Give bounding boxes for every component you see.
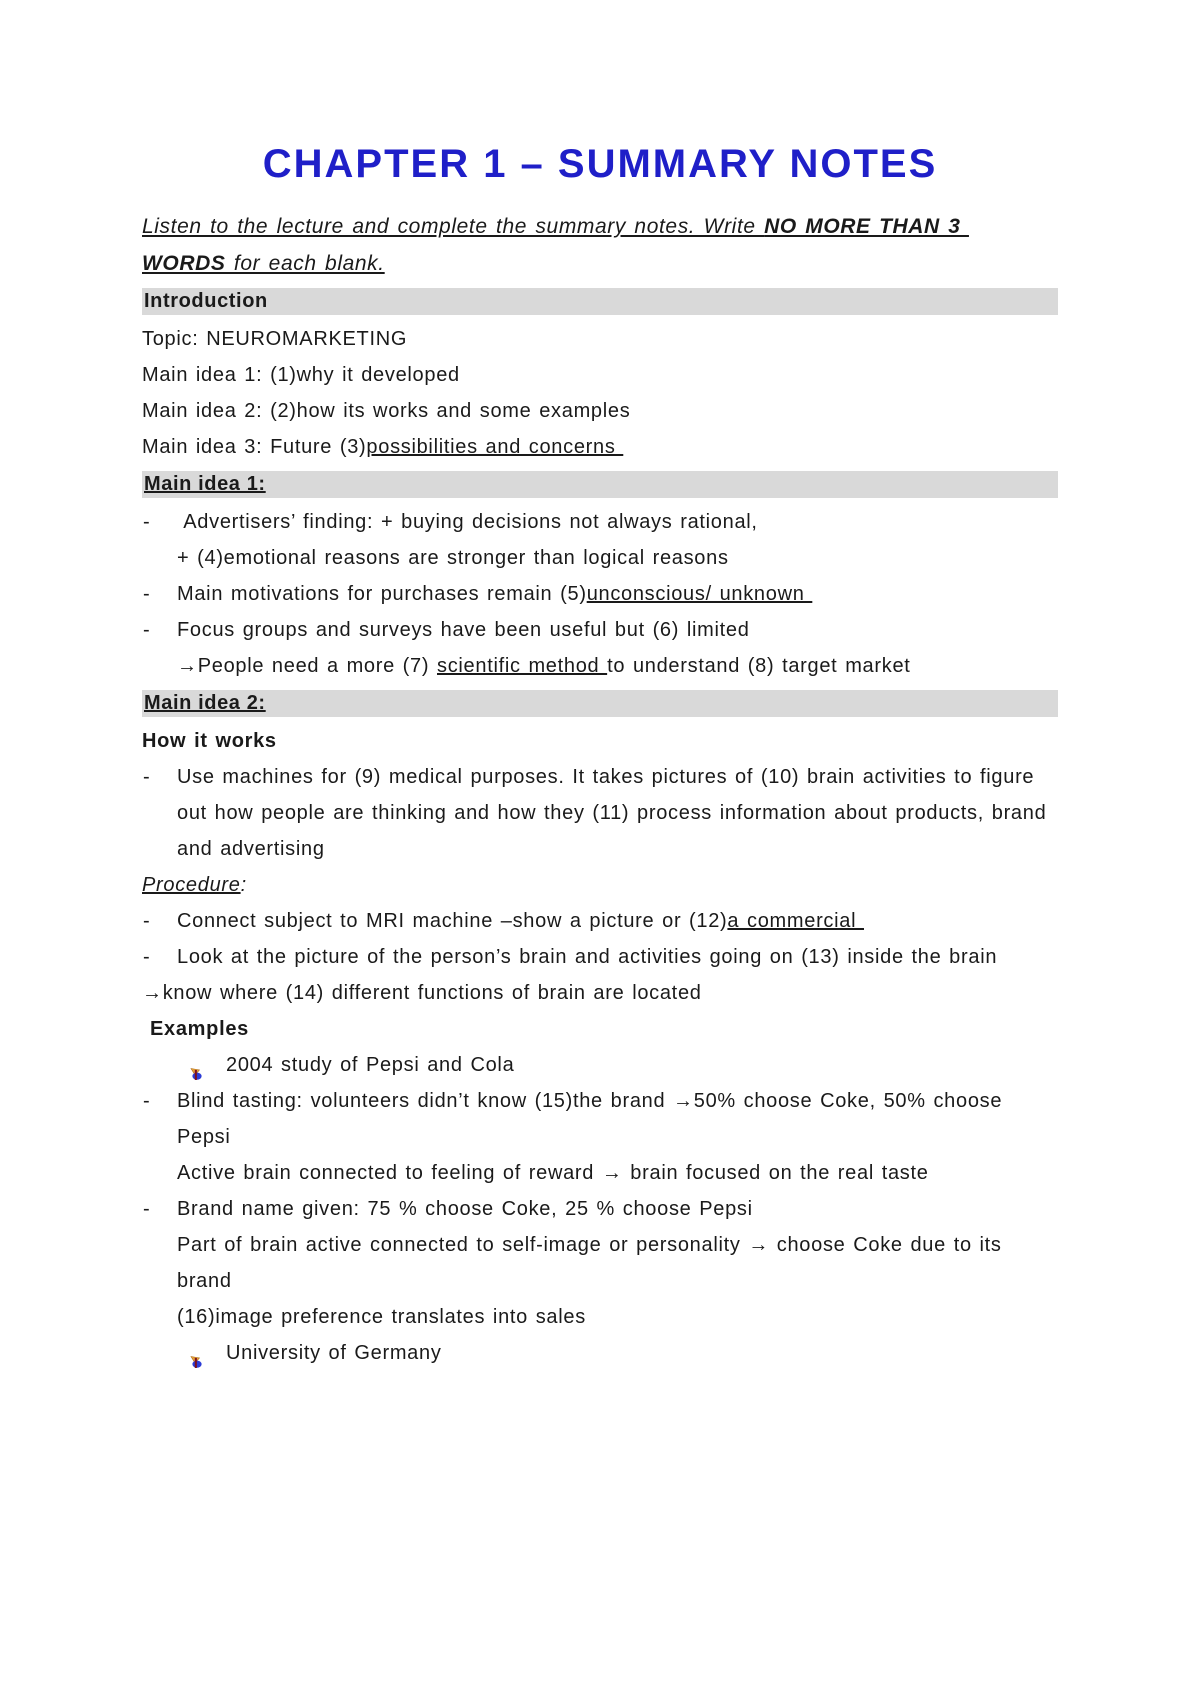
list-item-continuation: Part of brain active connected to self-image or personality → choose Coke due to its brand [177, 1234, 1010, 1292]
examples-heading: Examples [150, 1018, 249, 1040]
list-item: - Focus groups and surveys have been useful but (6) limited [142, 612, 1058, 648]
list-item: - Look at the picture of the person’s brain and activities going on (13) inside the brain [142, 939, 1058, 975]
document-page [0, 142, 1200, 1371]
tack-bullet-icon [189, 1345, 203, 1381]
bullet-list-item: 2004 study of Pepsi and Cola [142, 1047, 1058, 1083]
topic-line: Topic: NEUROMARKETING [142, 328, 408, 350]
dash-marker: - [143, 1090, 151, 1112]
list-item-continuation: (16)image preference translates into sales [177, 1306, 586, 1328]
arrow-icon: → [177, 655, 198, 677]
blank-answer: unconscious/ unknown [586, 583, 813, 605]
main-idea-2-section [142, 723, 1058, 1371]
blank-answer: a commercial [727, 910, 864, 932]
dash-marker: - [143, 511, 151, 533]
bullet-list-item: University of Germany [142, 1335, 1058, 1371]
procedure-label: Procedure [142, 874, 241, 896]
section-heading-main-idea-1 [142, 471, 1058, 498]
list-item: - Blind tasting: volunteers didn’t know (15)the brand →50% choose Coke, 50% choose Pepsi [142, 1083, 1058, 1155]
section-heading-main-idea-2 [142, 690, 1058, 717]
list-item-continuation: + (4)emotional reasons are stronger than logical reasons [177, 547, 729, 569]
section-heading-label: Introduction [144, 290, 268, 312]
dash-marker: - [143, 583, 151, 605]
list-item: - Connect subject to MRI machine –show a picture or (12)a commercial [142, 903, 1058, 939]
main-idea-1-section [142, 504, 1058, 684]
dash-marker: - [143, 619, 151, 641]
arrow-note-line: →know where (14) different functions of brain are located [142, 982, 702, 1004]
procedure-label-line: Procedure: [142, 874, 247, 896]
instructions-normal: Listen to the lecture and complete the summary notes. Write [142, 215, 765, 238]
instructions-bold: NO MORE THAN 3 [764, 215, 969, 238]
dash-marker: - [143, 1198, 151, 1220]
section-heading-label: Main idea 1: [144, 473, 266, 495]
list-item: - Brand name given: 75 % choose Coke, 25 % choose Pepsi [142, 1191, 1058, 1227]
arrow-icon: → [142, 982, 163, 1004]
blank-answer: scientific method [437, 655, 608, 677]
main-idea-2-line: Main idea 2: (2)how its works and some examples [142, 400, 631, 422]
list-item: - Main motivations for purchases remain (5)unconscious/ unknown [142, 576, 1058, 612]
introduction-section [142, 321, 1058, 465]
list-item: - Use machines for (9) medical purposes. It takes pictures of (10) brain activities to figure out how people are thinking and how they (11) process information about products, brand and advertising [142, 759, 1058, 867]
list-item: - Advertisers’ finding: + buying decisions not always rational, [142, 504, 1058, 540]
list-item-continuation: Active brain connected to feeling of reward → brain focused on the real taste [177, 1162, 929, 1184]
subheading-how-it-works: How it works [142, 730, 277, 752]
page-title: CHAPTER 1 – SUMMARY NOTES [262, 142, 938, 186]
blank-answer: possibilities and concerns [366, 436, 624, 458]
dash-marker: - [143, 910, 151, 932]
dash-marker: - [143, 766, 151, 788]
instructions-normal-2: for each blank. [225, 252, 385, 275]
instructions-bold-2: WORDS [142, 252, 226, 275]
section-heading-introduction [142, 288, 1058, 315]
section-heading-label: Main idea 2: [144, 692, 266, 714]
dash-marker: - [143, 946, 151, 968]
instructions-text [142, 208, 1058, 282]
arrow-note-line: →People need a more (7) scientific method to understand (8) target market [177, 655, 911, 677]
main-idea-3-line: Main idea 3: Future (3)possibilities and concerns [142, 436, 624, 458]
main-idea-1-line: Main idea 1: (1)why it developed [142, 364, 460, 386]
